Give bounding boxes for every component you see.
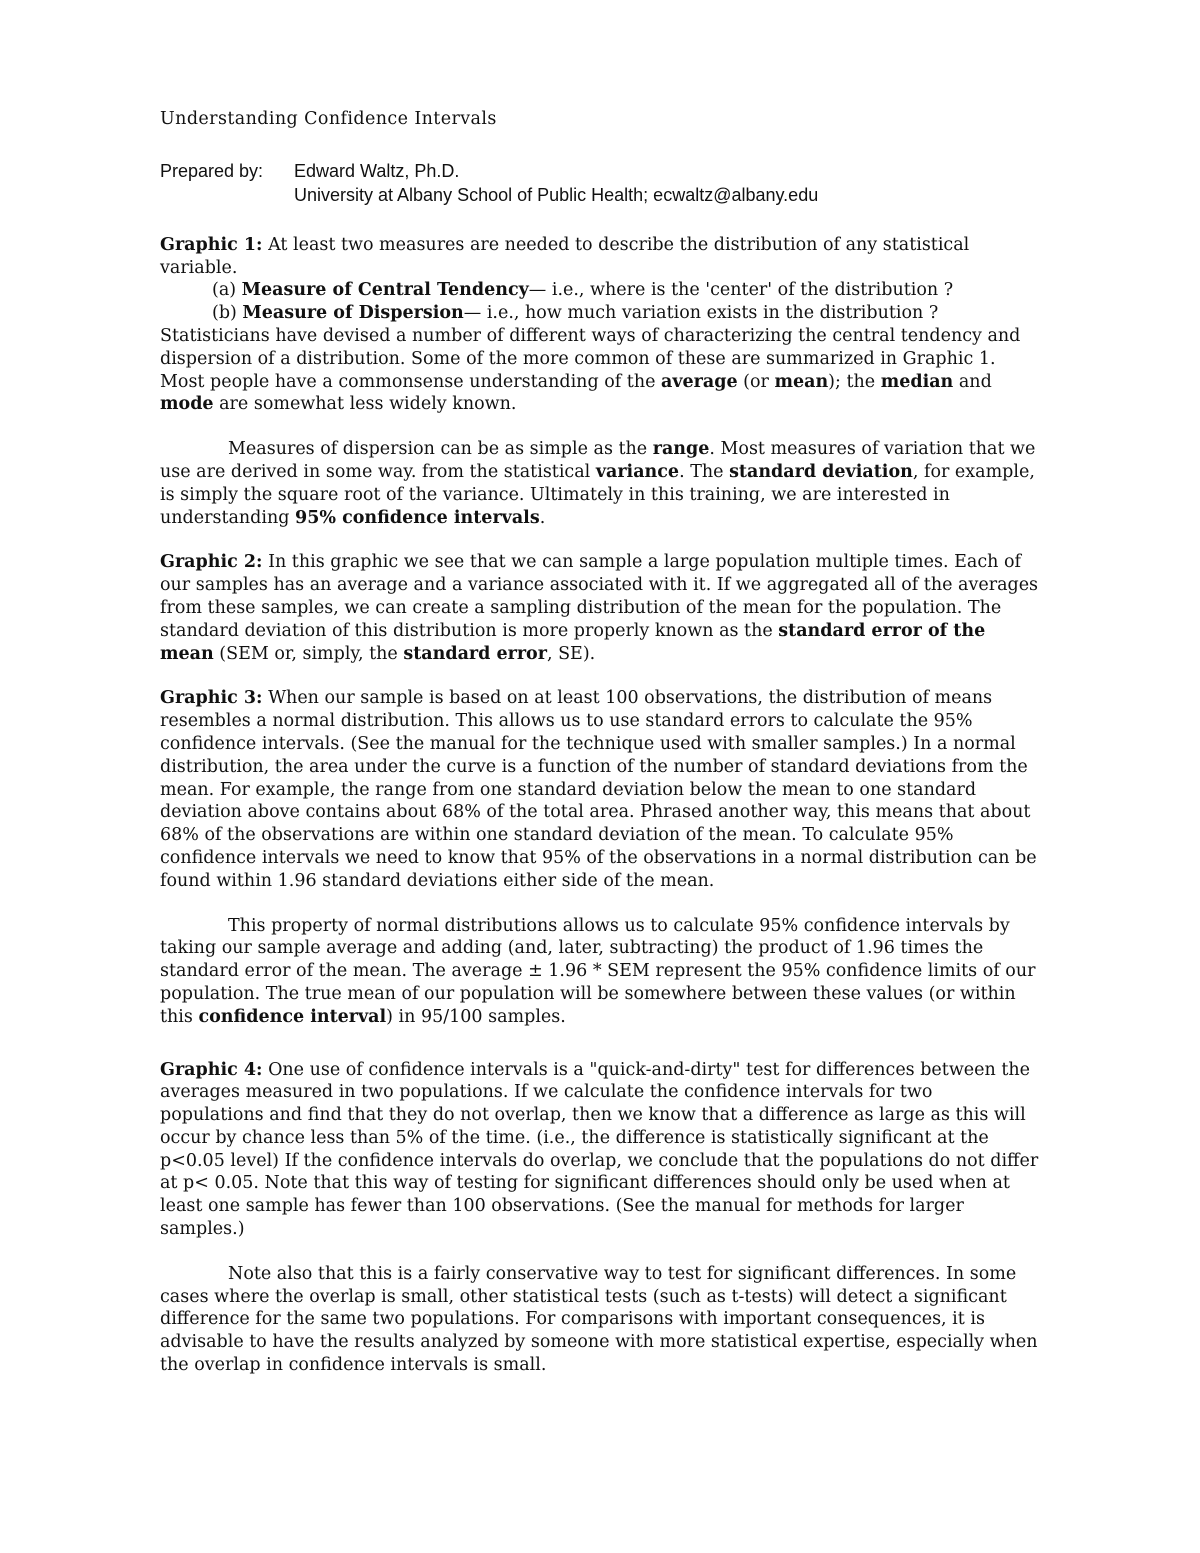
prepared-by-label: Prepared by: (160, 160, 264, 181)
note-paragraph: Note also that this is a fairly conservative way to test for significant differences. In some cases where the overlap is small, other statistical tests (such as t-tests) will detect a significant difference for the same two populations. For comparisons with important consequences, it is advisable to have the results analyzed by someone with more statistical expertise, especially when the overlap in confidence intervals is small. (160, 1263, 1038, 1376)
central-tendency-term: Measure of Central Tendency (241, 280, 529, 301)
document-title: Understanding Confidence Intervals (160, 109, 497, 129)
dispersion-item: (b) Measure of Dispersion— i.e., how much variation exists in the distribution ? (212, 303, 939, 324)
graphic-3-label: Graphic 3: (160, 688, 263, 709)
graphic-2-paragraph: Graphic 2: In this graphic we see that we can sample a large population multiple times. Each of our samples has an average and a variance associated with it. If we aggregated all of the averages from these samples, we can create a sampling distribution of the mean for the population. The standard deviation of this distribution is more properly known as the standard error of the mean (SEM or, simply, the standard error, SE). (160, 552, 1039, 664)
dispersion-paragraph: Measures of dispersion can be as simple as the range. Most measures of variation that we use are derived in some way. from the statistical variance. The standard deviation, for example, is simply the square root of the variance. Ultimately in this training, we are interested in understanding 95% confidence intervals. (160, 439, 1036, 528)
graphic-4-paragraph: Graphic 4: One use of confidence intervals is a "quick-and-dirty" test for differences between the averages measured in two populations. If we calculate the confidence intervals for two populations and find that they do not overlap, then we know that a difference as large as this will occur by chance less than 5% of the time. (i.e., the difference is statistically significant at the p<0.05 level) If the confidence intervals do overlap, we conclude that the populations do not differ at p< 0.05. Note that this way of testing for significant differences should only be used when at least one sample has fewer than 100 observations. (See the manual for methods for larger samples.) (160, 1059, 1039, 1240)
graphic-1-section (160, 234, 1040, 416)
graphic-1-intro: Graphic 1: At least two measures are needed to describe the distribution of any statistical variable. (160, 234, 970, 278)
graphic-1-label: Graphic 1: (160, 234, 263, 255)
document-page (160, 108, 1040, 1399)
author-affiliation: University at Albany School of Public Health; ecwaltz@albany.edu (294, 184, 819, 205)
graphic-4-label: Graphic 4: (160, 1059, 263, 1080)
dispersion-term: Measure of Dispersion (242, 303, 464, 324)
central-tendency-item: (a) Measure of Central Tendency— i.e., where is the 'center' of the distribution ? (212, 280, 954, 301)
author-block (160, 159, 1040, 207)
graphic-2-label: Graphic 2: (160, 552, 263, 573)
graphic-3-paragraph: Graphic 3: When our sample is based on at least 100 observations, the distribution of means resembles a normal distribution. This allows us to use standard errors to calculate the 95% confidence intervals. (See the manual for the technique used with smaller samples.) In a normal distribution, the area under the curve is a function of the number of standard deviations from the mean. For example, the range from one standard deviation below the mean to one standard deviation above contains about 68% of the total area. Phrased another way, this means that about 68% of the observations are within one standard deviation of the mean. To calculate 95% confidence intervals we need to know that 95% of the observations in a normal distribution can be found within 1.96 standard deviations either side of the mean. (160, 688, 1037, 891)
normal-property-paragraph: This property of normal distributions allows us to calculate 95% confidence intervals by taking our sample average and adding (and, later, subtracting) the product of 1.96 times the standard error of the mean. The average ± 1.96 * SEM represent the 95% confidence limits of our population. The true mean of our population will be somewhere between these values (or within this confidence interval) in 95/100 samples. (160, 915, 1036, 1027)
graphic-1-body: Statisticians have devised a number of different ways of characterizing the central tendency and dispersion of a distribution. Some of the more common of these are summarized in Graphic 1. Most people have a commonsense understanding of the average (or mean); the median and mode are somewhat less widely known. (160, 325, 1021, 415)
author-name: Edward Waltz, Ph.D. (294, 160, 460, 181)
